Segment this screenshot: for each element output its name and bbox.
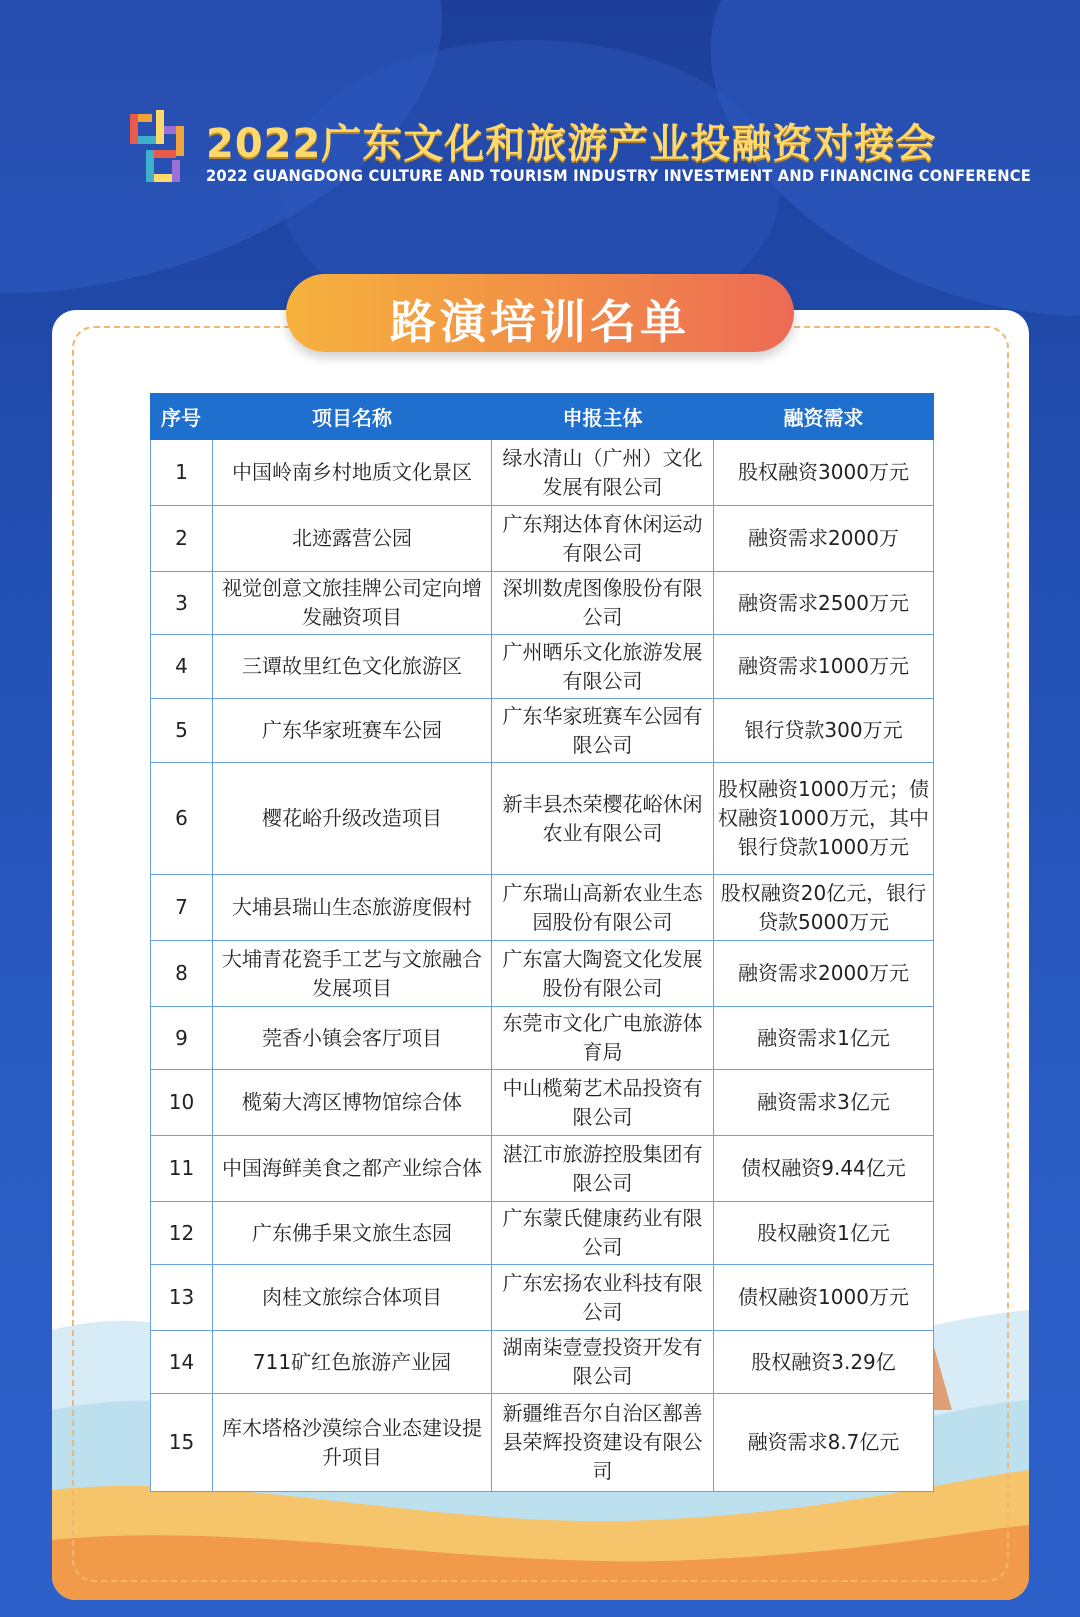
cell-project: 711矿红色旅游产业园	[213, 1331, 492, 1394]
cell-entity: 广东瑞山高新农业生态园股份有限公司	[492, 875, 714, 941]
cell-demand: 银行贷款300万元	[714, 699, 934, 763]
cell-no: 10	[151, 1070, 213, 1136]
table-row	[151, 635, 934, 699]
cell-demand: 股权融资1亿元	[714, 1202, 934, 1265]
cell-no: 8	[151, 941, 213, 1007]
cell-project: 大埔县瑞山生态旅游度假村	[213, 875, 492, 941]
cell-project: 莞香小镇会客厅项目	[213, 1007, 492, 1070]
cell-project: 视觉创意文旅挂牌公司定向增发融资项目	[213, 572, 492, 635]
cell-entity: 深圳数虎图像股份有限公司	[492, 572, 714, 635]
table-row	[151, 1331, 934, 1394]
cell-project: 北迹露营公园	[213, 506, 492, 572]
conference-subtitle: 2022 GUANGDONG CULTURE AND TOURISM INDUSTRY INVESTMENT AND FINANCING CONFERENCE	[206, 166, 1031, 185]
cell-entity: 中山榄菊艺术品投资有限公司	[492, 1070, 714, 1136]
cell-entity: 广东宏扬农业科技有限公司	[492, 1265, 714, 1331]
cell-no: 14	[151, 1331, 213, 1394]
cell-demand: 融资需求8.7亿元	[714, 1394, 934, 1492]
table-row	[151, 763, 934, 875]
cell-no: 3	[151, 572, 213, 635]
cell-entity: 广州晒乐文化旅游发展有限公司	[492, 635, 714, 699]
cell-entity: 广东华家班赛车公园有限公司	[492, 699, 714, 763]
cell-project: 中国海鲜美食之都产业综合体	[213, 1136, 492, 1202]
cell-demand: 融资需求2000万元	[714, 941, 934, 1007]
cell-no: 5	[151, 699, 213, 763]
header	[0, 100, 1080, 200]
table-row	[151, 875, 934, 941]
table-row	[151, 1070, 934, 1136]
conference-title: 2022广东文化和旅游产业投融资对接会	[206, 121, 937, 167]
cell-project: 肉桂文旅综合体项目	[213, 1265, 492, 1331]
cell-no: 9	[151, 1007, 213, 1070]
cell-entity: 广东蒙氏健康药业有限公司	[492, 1202, 714, 1265]
cell-no: 6	[151, 763, 213, 875]
cell-entity: 绿水清山（广州）文化发展有限公司	[492, 440, 714, 506]
table-header-row	[151, 394, 934, 440]
cell-entity: 广东富大陶瓷文化发展股份有限公司	[492, 941, 714, 1007]
cell-entity: 广东翔达体育休闲运动有限公司	[492, 506, 714, 572]
cell-demand: 股权融资20亿元，银行贷款5000万元	[714, 875, 934, 941]
cell-demand: 债权融资9.44亿元	[714, 1136, 934, 1202]
cell-demand: 融资需求1亿元	[714, 1007, 934, 1070]
cell-project: 广东华家班赛车公园	[213, 699, 492, 763]
cell-demand: 融资需求2000万	[714, 506, 934, 572]
cell-no: 7	[151, 875, 213, 941]
cell-no: 11	[151, 1136, 213, 1202]
cell-project: 大埔青花瓷手工艺与文旅融合发展项目	[213, 941, 492, 1007]
cell-demand: 融资需求1000万元	[714, 635, 934, 699]
cell-project: 库木塔格沙漠综合业态建设提升项目	[213, 1394, 492, 1492]
table-row	[151, 1202, 934, 1265]
cell-demand: 股权融资3000万元	[714, 440, 934, 506]
cell-no: 13	[151, 1265, 213, 1331]
cell-demand: 融资需求3亿元	[714, 1070, 934, 1136]
cell-no: 4	[151, 635, 213, 699]
table-row	[151, 1265, 934, 1331]
cell-entity: 湖南柒壹壹投资开发有限公司	[492, 1331, 714, 1394]
cell-entity: 新丰县杰荣樱花峪休闲农业有限公司	[492, 763, 714, 875]
cell-entity: 新疆维吾尔自治区鄯善县荣辉投资建设有限公司	[492, 1394, 714, 1492]
list-title-banner	[286, 274, 794, 352]
cell-demand: 股权融资1000万元；债权融资1000万元，其中银行贷款1000万元	[714, 763, 934, 875]
cell-entity: 东莞市文化广电旅游体育局	[492, 1007, 714, 1070]
cell-demand: 股权融资3.29亿	[714, 1331, 934, 1394]
cell-demand: 债权融资1000万元	[714, 1265, 934, 1331]
roadshow-table	[150, 393, 934, 1492]
header-entity: 申报主体	[492, 394, 714, 440]
header-no: 序号	[151, 394, 213, 440]
table-row	[151, 1007, 934, 1070]
table-row	[151, 440, 934, 506]
cell-project: 广东佛手果文旅生态园	[213, 1202, 492, 1265]
cell-project: 榄菊大湾区博物馆综合体	[213, 1070, 492, 1136]
table-row	[151, 941, 934, 1007]
cell-no: 15	[151, 1394, 213, 1492]
cell-no: 2	[151, 506, 213, 572]
cell-project: 樱花峪升级改造项目	[213, 763, 492, 875]
table-row	[151, 1136, 934, 1202]
cell-project: 中国岭南乡村地质文化景区	[213, 440, 492, 506]
header-demand: 融资需求	[714, 394, 934, 440]
conference-logo-icon	[126, 108, 190, 188]
table-row	[151, 1394, 934, 1492]
cell-project: 三谭故里红色文化旅游区	[213, 635, 492, 699]
table-row	[151, 699, 934, 763]
cell-entity: 湛江市旅游控股集团有限公司	[492, 1136, 714, 1202]
cell-demand: 融资需求2500万元	[714, 572, 934, 635]
table-row	[151, 506, 934, 572]
cell-no: 1	[151, 440, 213, 506]
cell-no: 12	[151, 1202, 213, 1265]
list-title: 路演培训名单	[390, 295, 690, 349]
header-project: 项目名称	[213, 394, 492, 440]
table-row	[151, 572, 934, 635]
